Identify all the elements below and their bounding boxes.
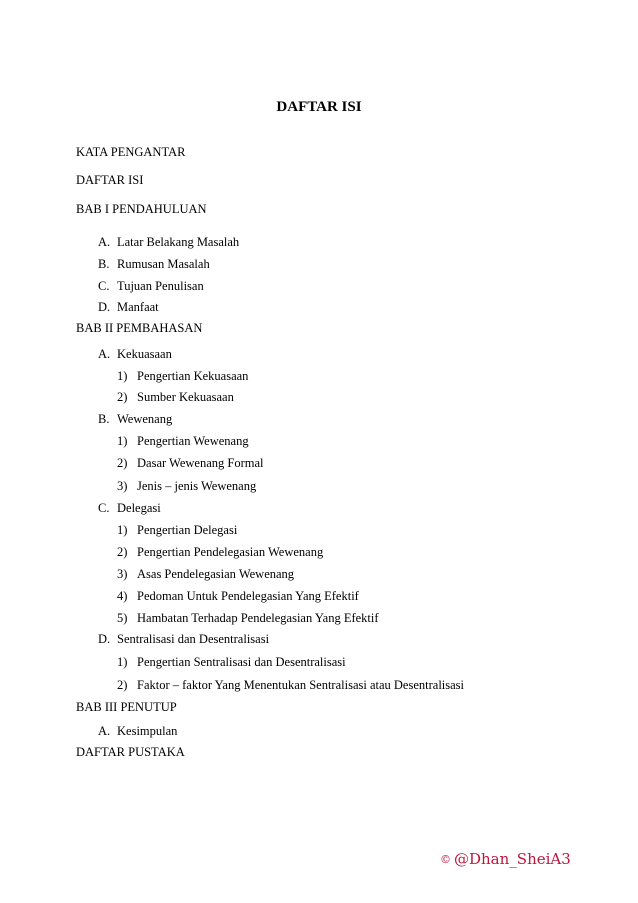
toc-subheading-marker: C. xyxy=(98,501,110,515)
toc-item xyxy=(117,544,323,560)
toc-subheading-marker: A. xyxy=(98,724,111,738)
toc-subheading xyxy=(98,346,172,362)
toc-item-marker: 1) xyxy=(117,523,128,537)
toc-subheading xyxy=(98,500,161,516)
toc-item xyxy=(117,433,249,449)
toc-subheading xyxy=(98,723,177,739)
toc-subheading xyxy=(98,256,210,272)
toc-item xyxy=(117,522,237,538)
toc-item-text: Faktor – faktor Yang Menentukan Sentralisasi atau Desentralisasi xyxy=(137,678,465,692)
toc-heading xyxy=(76,201,207,217)
toc-subheading-text: Wewenang xyxy=(117,412,173,426)
toc-item-text: Pengertian Sentralisasi dan Desentralisasi xyxy=(137,655,346,669)
toc-subheading-marker: C. xyxy=(98,279,110,293)
toc-item-marker: 2) xyxy=(117,678,128,692)
toc-subheading-marker: D. xyxy=(98,632,111,646)
toc-item-text: Pedoman Untuk Pendelegasian Yang Efektif xyxy=(137,589,359,603)
watermark-handle: @Dhan_SheiA3 xyxy=(454,850,571,868)
toc-item-marker: 1) xyxy=(117,369,128,383)
toc-subheading-text: Tujuan Penulisan xyxy=(117,279,204,293)
toc-subheading-text: Latar Belakang Masalah xyxy=(117,235,240,249)
toc-item-text: Pengertian Wewenang xyxy=(137,434,249,448)
toc-heading xyxy=(76,699,177,715)
toc-heading xyxy=(76,320,202,336)
toc-item xyxy=(117,654,346,670)
toc-item-marker: 2) xyxy=(117,456,128,470)
toc-item xyxy=(117,389,234,405)
toc-subheading-marker: B. xyxy=(98,257,110,271)
toc-subheading-text: Delegasi xyxy=(117,501,161,515)
toc-subheading xyxy=(98,631,269,647)
toc-item xyxy=(117,368,248,384)
toc-subheading-marker: B. xyxy=(98,412,110,426)
toc-item-marker: 3) xyxy=(117,567,128,581)
toc-item-marker: 2) xyxy=(117,545,128,559)
toc-subheading-marker: D. xyxy=(98,300,111,314)
toc-subheading-text: Manfaat xyxy=(117,300,159,314)
toc-item-text: Sumber Kekuasaan xyxy=(137,390,234,404)
toc-item-marker: 1) xyxy=(117,655,128,669)
toc-subheading xyxy=(98,299,159,315)
toc-subheading xyxy=(98,411,172,427)
toc-item-text: Pengertian Delegasi xyxy=(137,523,238,537)
toc-item xyxy=(117,478,256,494)
copyright-icon: © xyxy=(440,853,451,866)
toc-subheading xyxy=(98,278,204,294)
toc-item-marker: 2) xyxy=(117,390,128,404)
toc-item xyxy=(117,677,464,693)
toc-heading xyxy=(76,744,185,760)
toc-subheading-text: Rumusan Masalah xyxy=(117,257,210,271)
toc-item xyxy=(117,566,294,582)
toc-heading-text: BAB III PENUTUP xyxy=(76,700,177,714)
toc-item-text: Jenis – jenis Wewenang xyxy=(137,479,257,493)
toc-heading-text: DAFTAR PUSTAKA xyxy=(76,745,185,759)
toc-item-marker: 3) xyxy=(117,479,128,493)
toc-item-text: Pengertian Kekuasaan xyxy=(137,369,249,383)
toc-item xyxy=(117,610,379,626)
toc-subheading xyxy=(98,234,239,250)
toc-heading xyxy=(76,144,185,160)
toc-item-text: Dasar Wewenang Formal xyxy=(137,456,264,470)
toc-item-marker: 5) xyxy=(117,611,128,625)
toc-item-marker: 1) xyxy=(117,434,128,448)
toc-item-text: Pengertian Pendelegasian Wewenang xyxy=(137,545,324,559)
watermark xyxy=(440,849,571,870)
toc-heading-text: BAB II PEMBAHASAN xyxy=(76,321,203,335)
toc-subheading-text: Kesimpulan xyxy=(117,724,178,738)
toc-subheading-marker: A. xyxy=(98,235,111,249)
toc-item-text: Hambatan Terhadap Pendelegasian Yang Efektif xyxy=(137,611,379,625)
toc-subheading-text: Sentralisasi dan Desentralisasi xyxy=(117,632,270,646)
toc-subheading-marker: A. xyxy=(98,347,111,361)
toc-subheading-text: Kekuasaan xyxy=(117,347,172,361)
toc-heading xyxy=(76,172,143,188)
page-title: DAFTAR ISI xyxy=(276,99,362,115)
toc-item-text: Asas Pendelegasian Wewenang xyxy=(137,567,295,581)
toc-item xyxy=(117,588,359,604)
toc-heading-text: DAFTAR ISI xyxy=(76,173,144,187)
toc-heading-text: BAB I PENDAHULUAN xyxy=(76,202,207,216)
toc-item xyxy=(117,455,264,471)
toc-item-marker: 4) xyxy=(117,589,128,603)
toc-heading-text: KATA PENGANTAR xyxy=(76,145,186,159)
